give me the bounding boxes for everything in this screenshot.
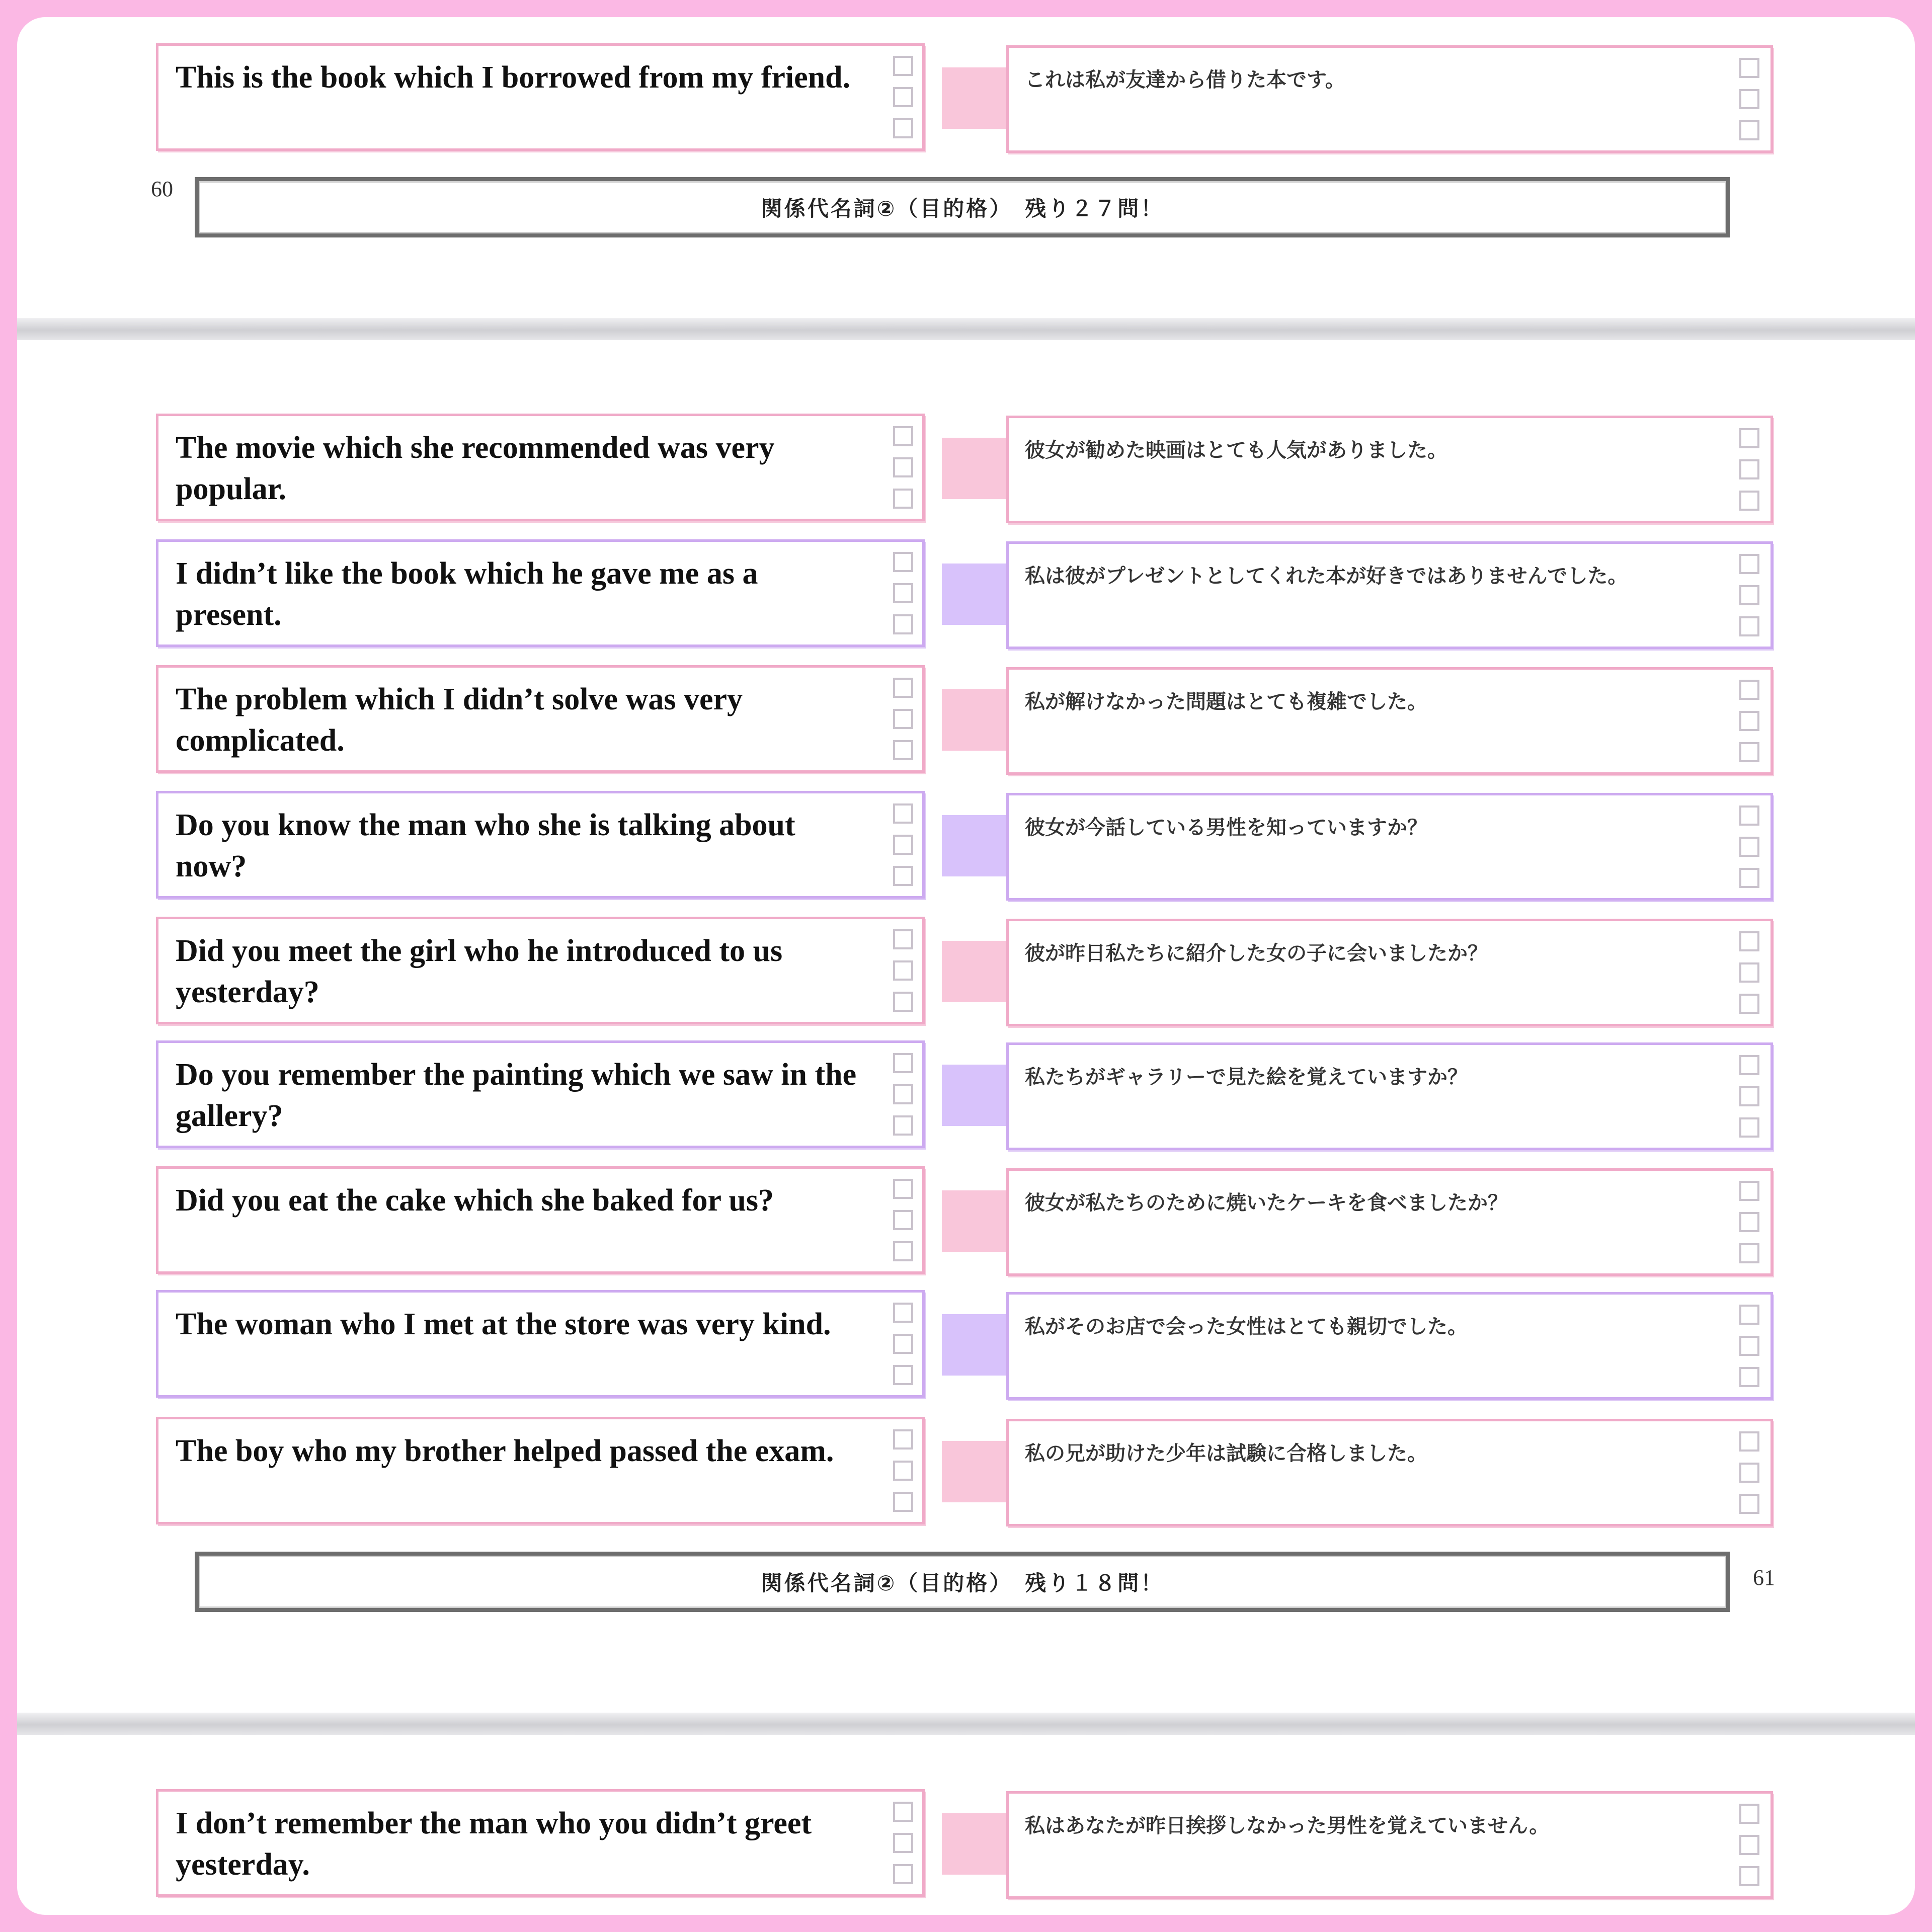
checkbox[interactable] bbox=[1739, 711, 1759, 731]
checkbox[interactable] bbox=[893, 929, 913, 949]
checkbox[interactable] bbox=[1739, 806, 1759, 826]
checkbox[interactable] bbox=[893, 1210, 913, 1230]
check-boxes bbox=[893, 1179, 913, 1272]
check-boxes bbox=[1739, 931, 1759, 1025]
japanese-card bbox=[1006, 1791, 1773, 1899]
checkbox[interactable] bbox=[893, 1864, 913, 1884]
english-sentence: Did you meet the girl who he introduced to us yesterday? bbox=[176, 934, 783, 1009]
japanese-card bbox=[1006, 1292, 1773, 1400]
english-card bbox=[156, 1417, 925, 1524]
check-boxes bbox=[893, 1053, 913, 1147]
english-sentence: Did you eat the cake which she baked for us? bbox=[176, 1183, 774, 1218]
checkbox[interactable] bbox=[1739, 585, 1759, 605]
checkbox[interactable] bbox=[893, 1365, 913, 1385]
japanese-card bbox=[1006, 919, 1773, 1026]
checkbox[interactable] bbox=[1739, 868, 1759, 888]
checkbox[interactable] bbox=[1739, 1431, 1759, 1452]
check-boxes bbox=[893, 803, 913, 897]
checkbox[interactable] bbox=[1739, 1494, 1759, 1514]
checkbox[interactable] bbox=[1739, 491, 1759, 511]
english-card bbox=[156, 539, 925, 647]
flashcard-row bbox=[17, 917, 1915, 1028]
checkbox[interactable] bbox=[1739, 1117, 1759, 1138]
checkbox[interactable] bbox=[893, 1492, 913, 1512]
checkbox[interactable] bbox=[893, 740, 913, 760]
english-card bbox=[156, 1040, 925, 1148]
checkbox[interactable] bbox=[893, 552, 913, 572]
check-boxes bbox=[893, 1802, 913, 1895]
english-sentence: The boy who my brother helped passed the exam. bbox=[176, 1434, 834, 1468]
checkbox[interactable] bbox=[1739, 89, 1759, 109]
check-boxes bbox=[1739, 58, 1759, 151]
checkbox[interactable] bbox=[1739, 1055, 1759, 1075]
checkbox[interactable] bbox=[1739, 1866, 1759, 1886]
flashcard-row bbox=[17, 43, 1915, 155]
worksheet bbox=[17, 17, 1915, 1915]
english-card bbox=[156, 414, 925, 521]
page-separator bbox=[17, 318, 1915, 340]
english-sentence: I don’t remember the man who you didn’t greet yesterday. bbox=[176, 1806, 812, 1882]
check-boxes bbox=[1739, 1055, 1759, 1149]
flashcard-row bbox=[17, 1290, 1915, 1402]
checkbox[interactable] bbox=[893, 678, 913, 698]
english-card bbox=[156, 917, 925, 1024]
check-boxes bbox=[893, 678, 913, 771]
japanese-sentence: 私は彼がプレゼントとしてくれた本が好きではありませんでした。 bbox=[1025, 565, 1628, 588]
checkbox[interactable] bbox=[893, 118, 913, 138]
checkbox[interactable] bbox=[893, 457, 913, 477]
checkbox[interactable] bbox=[893, 426, 913, 446]
banner-text: 関係代名詞②（目的格） 残り１８問！ bbox=[761, 1571, 1164, 1595]
japanese-sentence: 彼が昨日私たちに紹介した女の子に会いましたか？ bbox=[1025, 942, 1488, 965]
check-boxes bbox=[893, 552, 913, 646]
page-number: 60 bbox=[151, 177, 173, 201]
checkbox[interactable] bbox=[1739, 1835, 1759, 1855]
japanese-sentence: 私たちがギャラリーで見た絵を覚えていますか？ bbox=[1025, 1066, 1468, 1089]
checkbox[interactable] bbox=[1739, 1243, 1759, 1263]
check-boxes bbox=[893, 426, 913, 520]
checkbox[interactable] bbox=[893, 1241, 913, 1261]
japanese-card bbox=[1006, 1168, 1773, 1276]
checkbox[interactable] bbox=[1739, 680, 1759, 700]
checkbox[interactable] bbox=[1739, 459, 1759, 479]
checkbox[interactable] bbox=[1739, 1305, 1759, 1325]
english-sentence: The movie which she recommended was very popular. bbox=[176, 431, 775, 506]
progress-banner bbox=[195, 1552, 1730, 1612]
progress-banner bbox=[195, 177, 1730, 237]
check-boxes bbox=[1739, 1431, 1759, 1525]
checkbox[interactable] bbox=[1739, 1212, 1759, 1232]
check-boxes bbox=[1739, 428, 1759, 522]
checkbox[interactable] bbox=[893, 1053, 913, 1073]
flashcard-row bbox=[17, 414, 1915, 525]
flashcard-row bbox=[17, 539, 1915, 651]
flashcard-row bbox=[17, 1166, 1915, 1278]
banner-text: 関係代名詞②（目的格） 残り２７問！ bbox=[761, 196, 1164, 221]
checkbox[interactable] bbox=[1739, 616, 1759, 636]
flashcard-row bbox=[17, 665, 1915, 777]
checkbox[interactable] bbox=[893, 1429, 913, 1450]
english-card bbox=[156, 665, 925, 773]
english-card bbox=[156, 1166, 925, 1274]
checkbox[interactable] bbox=[1739, 931, 1759, 951]
checkbox[interactable] bbox=[1739, 994, 1759, 1014]
japanese-card bbox=[1006, 45, 1773, 153]
checkbox[interactable] bbox=[1739, 837, 1759, 857]
checkbox[interactable] bbox=[893, 583, 913, 603]
checkbox[interactable] bbox=[1739, 1367, 1759, 1387]
japanese-sentence: 私がそのお店で会った女性はとても親切でした。 bbox=[1025, 1315, 1468, 1338]
checkbox[interactable] bbox=[893, 87, 913, 107]
checkbox[interactable] bbox=[893, 1833, 913, 1853]
checkbox[interactable] bbox=[1739, 962, 1759, 983]
japanese-sentence: 私はあなたが昨日挨拶しなかった男性を覚えていません。 bbox=[1025, 1814, 1550, 1837]
checkbox[interactable] bbox=[893, 960, 913, 981]
page-number: 61 bbox=[1753, 1565, 1775, 1590]
english-card bbox=[156, 1789, 925, 1897]
check-boxes bbox=[893, 1429, 913, 1523]
check-boxes bbox=[1739, 680, 1759, 773]
japanese-sentence: これは私が友達から借りた本です。 bbox=[1025, 68, 1345, 92]
checkbox[interactable] bbox=[893, 1115, 913, 1136]
checkbox[interactable] bbox=[893, 1461, 913, 1481]
flashcard-row bbox=[17, 791, 1915, 903]
english-sentence: The problem which I didn’t solve was very complicated. bbox=[176, 682, 743, 758]
english-card bbox=[156, 1290, 925, 1398]
japanese-card bbox=[1006, 1419, 1773, 1526]
english-sentence: Do you know the man who she is talking about now? bbox=[176, 808, 795, 883]
check-boxes bbox=[1739, 554, 1759, 648]
checkbox[interactable] bbox=[893, 56, 913, 76]
checkbox[interactable] bbox=[1739, 1463, 1759, 1483]
checkbox[interactable] bbox=[1739, 554, 1759, 574]
english-card bbox=[156, 43, 925, 151]
checkbox[interactable] bbox=[893, 835, 913, 855]
checkbox[interactable] bbox=[893, 614, 913, 634]
flashcard-row bbox=[17, 1789, 1915, 1901]
checkbox[interactable] bbox=[1739, 58, 1759, 78]
checkbox[interactable] bbox=[1739, 742, 1759, 762]
japanese-card bbox=[1006, 416, 1773, 523]
checkbox[interactable] bbox=[893, 1303, 913, 1323]
japanese-card bbox=[1006, 1042, 1773, 1150]
japanese-sentence: 私の兄が助けた少年は試験に合格しました。 bbox=[1025, 1442, 1427, 1465]
japanese-sentence: 彼女が今話している男性を知っていますか？ bbox=[1025, 816, 1427, 839]
checkbox[interactable] bbox=[1739, 1336, 1759, 1356]
check-boxes bbox=[1739, 1305, 1759, 1398]
flashcard-row bbox=[17, 1040, 1915, 1152]
checkbox[interactable] bbox=[893, 1802, 913, 1822]
checkbox[interactable] bbox=[1739, 428, 1759, 448]
check-boxes bbox=[893, 56, 913, 149]
japanese-sentence: 私が解けなかった問題はとても複雑でした。 bbox=[1025, 690, 1427, 713]
checkbox[interactable] bbox=[893, 709, 913, 729]
check-boxes bbox=[1739, 1181, 1759, 1274]
checkbox[interactable] bbox=[893, 866, 913, 886]
checkbox[interactable] bbox=[893, 489, 913, 509]
japanese-card bbox=[1006, 793, 1773, 901]
english-card bbox=[156, 791, 925, 899]
check-boxes bbox=[893, 929, 913, 1023]
flashcard-row bbox=[17, 1417, 1915, 1528]
checkbox[interactable] bbox=[893, 1084, 913, 1104]
checkbox[interactable] bbox=[1739, 1086, 1759, 1106]
checkbox[interactable] bbox=[1739, 1804, 1759, 1824]
japanese-card bbox=[1006, 541, 1773, 649]
check-boxes bbox=[1739, 806, 1759, 899]
english-sentence: This is the book which I borrowed from my friend. bbox=[176, 60, 851, 95]
checkbox[interactable] bbox=[1739, 120, 1759, 140]
english-sentence: I didn’t like the book which he gave me as a present. bbox=[176, 556, 758, 632]
checkbox[interactable] bbox=[893, 1334, 913, 1354]
checkbox[interactable] bbox=[893, 803, 913, 824]
check-boxes bbox=[1739, 1804, 1759, 1897]
page-separator bbox=[17, 1713, 1915, 1735]
japanese-sentence: 彼女が勧めた映画はとても人気がありました。 bbox=[1025, 439, 1447, 462]
english-sentence: The woman who I met at the store was very kind. bbox=[176, 1307, 831, 1341]
checkbox[interactable] bbox=[893, 1179, 913, 1199]
check-boxes bbox=[893, 1303, 913, 1396]
checkbox[interactable] bbox=[1739, 1181, 1759, 1201]
english-sentence: Do you remember the painting which we saw in the gallery? bbox=[176, 1058, 857, 1133]
japanese-card bbox=[1006, 667, 1773, 775]
japanese-sentence: 彼女が私たちのために焼いたケーキを食べましたか？ bbox=[1025, 1191, 1508, 1215]
checkbox[interactable] bbox=[893, 992, 913, 1012]
